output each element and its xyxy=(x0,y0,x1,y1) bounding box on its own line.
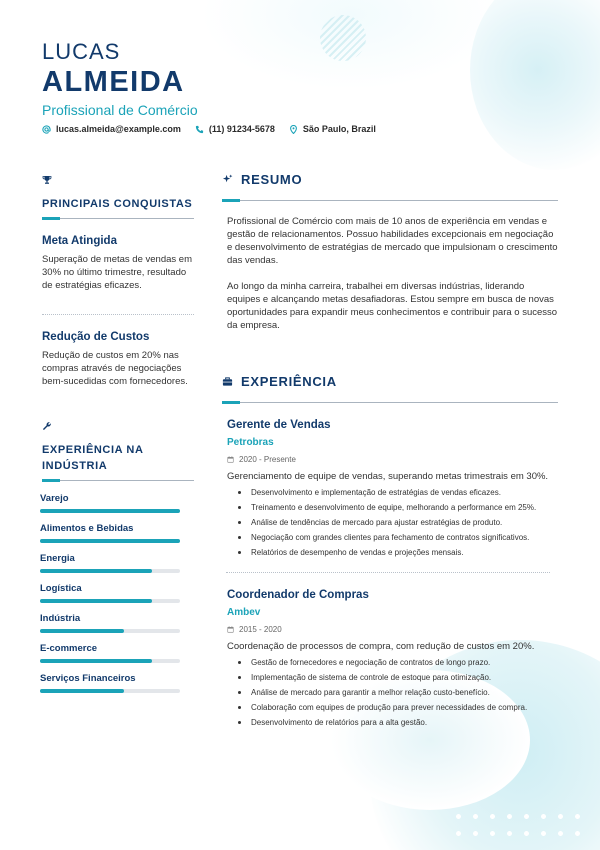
section-divider xyxy=(222,402,558,403)
skill-item xyxy=(40,553,180,573)
job-company: Petrobras xyxy=(227,437,274,448)
skill-level-fill xyxy=(40,659,152,663)
job-dates xyxy=(227,625,558,634)
job-bullet: Negociação com grandes clientes para fechamento de contratos significativos. xyxy=(238,532,558,543)
location-text: São Paulo, Brazil xyxy=(302,124,376,134)
first-name: LUCAS xyxy=(42,39,121,64)
skill-item xyxy=(40,613,180,633)
wrench-icon xyxy=(42,421,52,431)
summary-paragraph: Profissional de Comércio com mais de 10 anos de experiência em vendas e gestão de relacionamentos. Possuo habilidades excepcionais em negociação e desenvolvimento de estratégias de mercado que impulsionam o crescimento das vendas. xyxy=(227,216,558,266)
skill-item xyxy=(40,643,180,663)
job-bullet: Colaboração com equipes de produção para prever necessidades de compra. xyxy=(238,702,558,713)
summary-text xyxy=(222,215,558,332)
section-divider xyxy=(222,200,558,201)
section-divider xyxy=(42,480,194,481)
skill-level-bar xyxy=(40,539,180,543)
job-list xyxy=(222,419,558,728)
resume-header xyxy=(42,40,376,134)
phone-text: (11) 91234-5678 xyxy=(208,124,275,134)
job-description: Gerenciamento de equipe de vendas, superando metas trimestrais em 30%. xyxy=(227,471,549,482)
skill-list xyxy=(40,493,180,693)
briefcase-icon xyxy=(222,376,233,387)
skill-name: Varejo xyxy=(40,493,69,504)
skill-level-fill xyxy=(40,539,180,543)
job-role: Coordenador de Compras xyxy=(227,589,369,601)
trophy-icon xyxy=(42,175,52,185)
job-dates-text: 2015 - 2020 xyxy=(239,625,282,634)
last-name: ALMEIDA xyxy=(42,66,185,98)
skill-level-fill xyxy=(40,599,152,603)
skill-level-bar xyxy=(40,569,180,573)
achievement-title: Redução de Custos xyxy=(42,331,150,343)
skill-name: E-commerce xyxy=(40,643,98,654)
decorative-dot-grid xyxy=(450,808,590,844)
skill-level-bar xyxy=(40,599,180,603)
industry-section xyxy=(42,418,194,693)
skill-name: Alimentos e Bebidas xyxy=(40,523,134,534)
job-dates xyxy=(227,455,558,464)
job-description: Coordenação de processos de compra, com redução de custos em 20%. xyxy=(227,641,535,652)
job-bullets xyxy=(227,487,558,558)
experience-title: EXPERIÊNCIA xyxy=(241,374,337,389)
achievement-item xyxy=(42,235,194,292)
contact-info xyxy=(42,124,376,134)
skill-name: Energia xyxy=(40,553,75,564)
industry-title: EXPERIÊNCIA NA INDÚSTRIA xyxy=(42,444,144,472)
background-shape xyxy=(470,0,600,170)
skill-item xyxy=(40,523,180,543)
experience-section xyxy=(222,374,558,728)
skill-level-bar xyxy=(40,509,180,513)
achievement-title: Meta Atingida xyxy=(42,235,117,247)
email-text: lucas.almeida@example.com xyxy=(56,124,181,134)
calendar-icon xyxy=(227,456,234,463)
summary-title: RESUMO xyxy=(241,172,303,187)
calendar-icon xyxy=(227,626,234,633)
job-bullet: Análise de mercado para garantir a melhor relação custo-benefício. xyxy=(238,687,558,698)
left-column xyxy=(42,172,194,703)
section-divider xyxy=(42,218,194,219)
job-bullets xyxy=(227,657,558,728)
job-bullet: Relatórios de desempenho de vendas e projeções mensais. xyxy=(238,547,558,558)
job-bullet: Desenvolvimento e implementação de estratégias de vendas eficazes. xyxy=(238,487,558,498)
job-dates-text: 2020 - Presente xyxy=(239,455,296,464)
skill-name: Logística xyxy=(40,583,82,594)
skill-level-bar xyxy=(40,629,180,633)
job-bullet: Análise de tendências de mercado para ajustar estratégias de produto. xyxy=(238,517,558,528)
sparkle-icon xyxy=(222,174,233,185)
right-column xyxy=(222,172,558,732)
location-pin-icon xyxy=(289,125,298,134)
skill-level-fill xyxy=(40,509,180,513)
achievements-section xyxy=(42,172,194,388)
skill-level-fill xyxy=(40,629,124,633)
job-entry xyxy=(222,589,558,728)
skill-item xyxy=(40,583,180,603)
achievement-item xyxy=(42,331,194,388)
skill-name: Indústria xyxy=(40,613,81,624)
skill-name: Serviços Financeiros xyxy=(40,673,136,684)
skill-level-fill xyxy=(40,569,152,573)
dotted-divider xyxy=(226,572,550,573)
email-contact[interactable] xyxy=(42,124,181,134)
achievements-title: PRINCIPAIS CONQUISTAS xyxy=(42,198,193,210)
skill-level-bar xyxy=(40,659,180,663)
job-title: Profissional de Comércio xyxy=(42,102,198,118)
skill-level-bar xyxy=(40,689,180,693)
phone-contact[interactable] xyxy=(195,124,275,134)
summary-section xyxy=(222,172,558,332)
achievement-text: Redução de custos em 20% nas compras através de negociações bem-sucedidas com fornecedores. xyxy=(42,350,188,387)
job-bullet: Implementação de sistema de controle de estoque para otimização. xyxy=(238,672,558,683)
dotted-divider xyxy=(42,314,194,315)
job-role: Gerente de Vendas xyxy=(227,419,331,431)
location-contact xyxy=(289,124,376,134)
summary-paragraph: Ao longo da minha carreira, trabalhei em diversas indústrias, liderando equipes e alcançando metas desafiadoras. Estou sempre em busca de novas oportunidades para expandir meus conhecimentos e contribuir para o sucesso da empresa. xyxy=(227,281,558,331)
job-bullet: Desenvolvimento de relatórios para a alta gestão. xyxy=(238,717,558,728)
job-bullet: Gestão de fornecedores e negociação de contratos de longo prazo. xyxy=(238,657,558,668)
job-entry xyxy=(222,419,558,558)
job-company: Ambev xyxy=(227,607,261,618)
skill-level-fill xyxy=(40,689,124,693)
skill-item xyxy=(40,493,180,513)
skill-item xyxy=(40,673,180,693)
at-icon xyxy=(42,125,51,134)
phone-icon xyxy=(195,125,204,134)
job-bullet: Treinamento e desenvolvimento de equipe, melhorando a performance em 25%. xyxy=(238,502,558,513)
achievement-text: Superação de metas de vendas em 30% no último trimestre, resultado de estratégias eficazes. xyxy=(42,254,192,291)
